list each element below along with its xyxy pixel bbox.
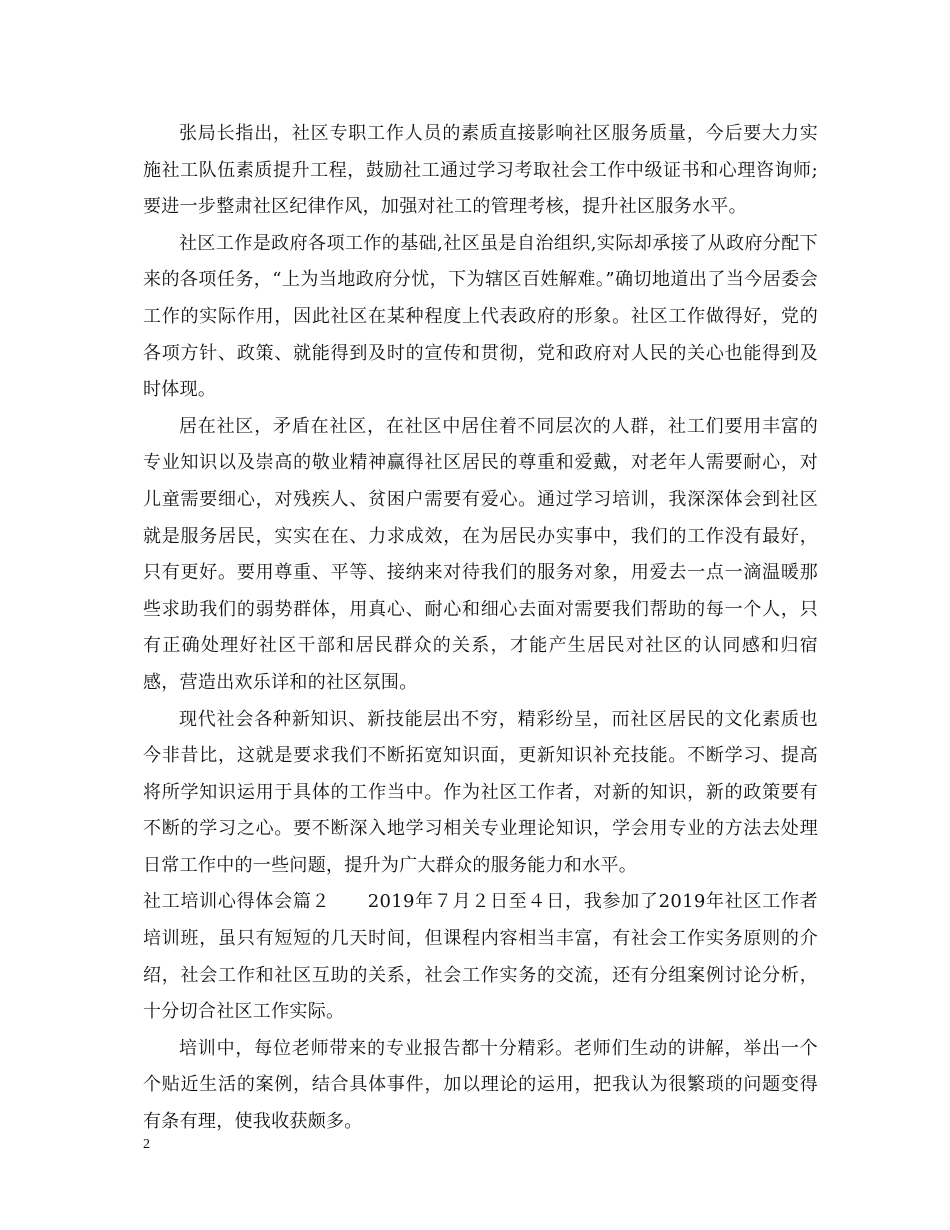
paragraph-3: 居在社区，矛盾在社区，在社区中居住着不同层次的人群，社工们要用丰富的专业知识以及崇高的敬业精神赢得社区居民的尊重和爱戴，对老年人需要耐心，对儿童需要细心，对残疾人、贫困户需要有爱心。通过学习培训，我深深体会到社区就是服务居民，实实在在、力求成效，在为居民办实事中，我们的工作没有最好，只有更好。要用尊重、平等、接纳来对待我们的服务对象，用爱去一点一滴温暖那些求助我们的弱势群体，用真心、耐心和细心去面对需要我们帮助的每一个人，只有正确处理好社区干部和居民群众的关系，才能产生居民对社区的认同感和归宿感，营造出欢乐详和的社区氛围。 — [143, 415, 818, 693]
paragraph-6: 培训中，每位老师带来的专业报告都十分精彩。老师们生动的讲解，举出一个个贴近生活的案例，结合具体事件，加以理论的运用，把我认为很繁琐的问题变得有条有理，使我收获颇多。 — [143, 1037, 818, 1133]
document-body — [143, 116, 818, 1141]
paragraph-4: 现代社会各种新知识、新技能层出不穷，精彩纷呈，而社区居民的文化素质也今非昔比，这就是要求我们不断拓宽知识面，更新知识补充技能。不断学习、提高将所学知识运用于具体的工作当中。作为社区工作者，对新的知识，新的政策要有不断的学习之心。要不断深入地学习相关专业理论知识，学会用专业的方法去处理日常工作中的一些问题，提升为广大群众的服务能力和水平。 — [143, 708, 818, 876]
paragraph-2: 社区工作是政府各项工作的基础,社区虽是自治组织,实际却承接了从政府分配下来的各项任务，“上为当地政府分忧，下为辖区百姓解难。”确切地道出了当今居委会工作的实际作用，因此社区在某种程度上代表政府的形象。社区工作做得好，党的各项方针、政策、就能得到及时的宣传和贯彻，党和政府对人民的关心也能得到及时体现。 — [143, 232, 818, 401]
paragraph-1: 张局长指出，社区专职工作人员的素质直接影响社区服务质量，今后要大力实施社工队伍素质提升工程，鼓励社工通过学习考取社会工作中级证书和心理咨询师;要进一步整肃社区纪律作风，加强对社工的管理考核，提升社区服务水平。 — [143, 123, 818, 218]
page-number: 2 — [143, 1137, 150, 1152]
paragraph-5-section-heading: 社工培训心得体会篇２ 2019年７月２日至４日，我参加了2019年社区工作者培训班，虽只有短短的几天时间，但课程内容相当丰富，有社会工作实务原则的介绍，社会工作和社区互助的关系，社会工作实务的交流，还有分组案例讨论分析，十分切合社区工作实际。 — [143, 891, 818, 1023]
